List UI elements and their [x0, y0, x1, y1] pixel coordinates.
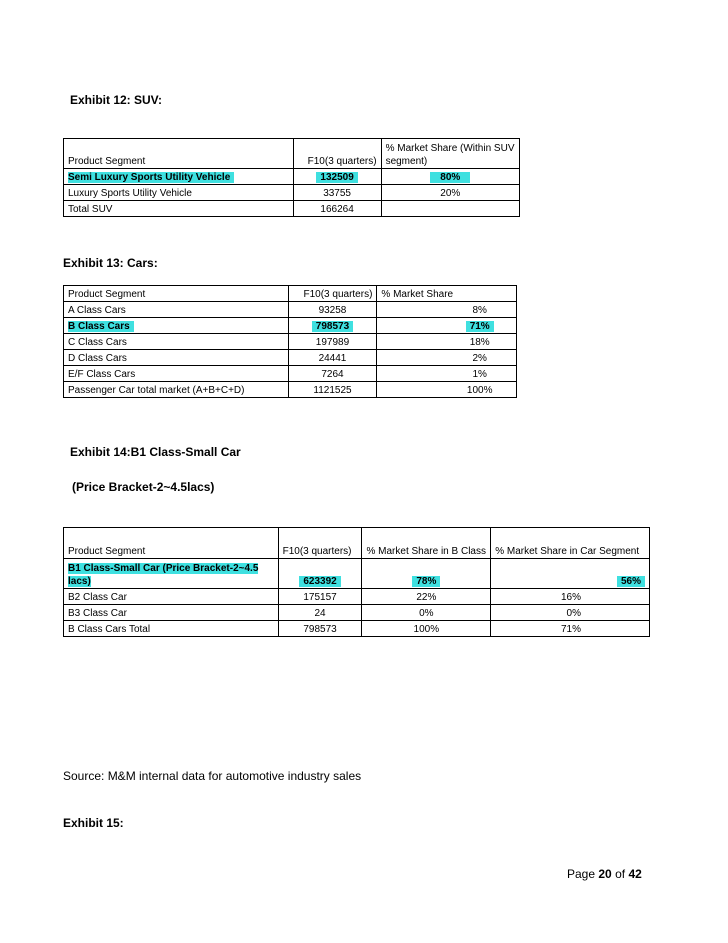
- table-row: [64, 302, 517, 318]
- header-f10: F10(3 quarters): [288, 286, 377, 302]
- table-row: [64, 559, 650, 589]
- table-header-row: [64, 139, 520, 169]
- cell-f10: 623392: [299, 576, 340, 587]
- header-product-segment: Product Segment: [64, 528, 279, 559]
- cell-share: 1%: [377, 366, 517, 382]
- cell-share-b-class: 78%: [412, 576, 440, 587]
- b-class-table: [63, 527, 650, 637]
- cell-f10: 166264: [293, 201, 381, 217]
- cell-f10: 197989: [288, 334, 377, 350]
- table-row: [64, 185, 520, 201]
- header-share-car-segment: % Market Share in Car Segment: [491, 528, 650, 559]
- page-label: Page: [567, 867, 596, 881]
- cell-share-b-class: 0%: [362, 605, 491, 621]
- cell-segment: Luxury Sports Utility Vehicle: [64, 185, 294, 201]
- table-row: [64, 366, 517, 382]
- table-row: [64, 334, 517, 350]
- cell-f10: 798573: [312, 321, 353, 332]
- page-number: 20: [598, 867, 612, 881]
- exhibit-14-subtitle: (Price Bracket-2~4.5lacs): [72, 480, 215, 494]
- cell-f10: 175157: [278, 589, 362, 605]
- suv-table: [63, 138, 520, 217]
- source-note: Source: M&M internal data for automotive industry sales: [63, 769, 362, 783]
- page-total: 42: [628, 867, 642, 881]
- cell-share: 2%: [377, 350, 517, 366]
- cell-share-b-class: 22%: [362, 589, 491, 605]
- cell-share: [381, 201, 519, 217]
- cell-segment: A Class Cars: [64, 302, 289, 318]
- header-f10: F10(3 quarters): [293, 139, 381, 169]
- cell-segment: B1 Class-Small Car (Price Bracket-2~4.5 lacs): [68, 563, 259, 587]
- header-share-b-class: % Market Share in B Class: [362, 528, 491, 559]
- table-header-row: [64, 528, 650, 559]
- cell-segment: C Class Cars: [64, 334, 289, 350]
- exhibit-15-title: Exhibit 15:: [63, 816, 124, 830]
- cars-table: [63, 285, 517, 398]
- cell-share: 18%: [377, 334, 517, 350]
- exhibit-13-title: Exhibit 13: Cars:: [63, 256, 158, 270]
- cell-share-car-segment: 56%: [617, 576, 645, 587]
- cell-share: 71%: [466, 321, 494, 332]
- cell-f10: 33755: [293, 185, 381, 201]
- cell-segment: D Class Cars: [64, 350, 289, 366]
- cell-segment: B3 Class Car: [64, 605, 279, 621]
- table-row: [64, 382, 517, 398]
- cell-segment: Semi Luxury Sports Utility Vehicle: [68, 172, 234, 183]
- cell-segment: B Class Cars Total: [64, 621, 279, 637]
- page-footer: [567, 867, 642, 881]
- cell-segment: B2 Class Car: [64, 589, 279, 605]
- table-row: [64, 318, 517, 334]
- header-f10: F10(3 quarters): [278, 528, 362, 559]
- table-header-row: [64, 286, 517, 302]
- cell-share: 8%: [377, 302, 517, 318]
- table-row: [64, 201, 520, 217]
- cell-share-car-segment: 71%: [491, 621, 650, 637]
- of-label: of: [615, 867, 626, 881]
- cell-share: 100%: [377, 382, 517, 398]
- cell-f10: 1121525: [288, 382, 377, 398]
- cell-share: 20%: [381, 185, 519, 201]
- cell-share: 80%: [430, 172, 470, 183]
- cell-segment: Total SUV: [64, 201, 294, 217]
- cell-f10: 93258: [288, 302, 377, 318]
- header-market-share: % Market Share (Within SUV segment): [381, 139, 519, 169]
- exhibit-14-title: Exhibit 14:B1 Class-Small Car: [70, 445, 241, 459]
- cell-segment: B Class Cars: [68, 321, 134, 332]
- cell-f10: 7264: [288, 366, 377, 382]
- cell-f10: 24441: [288, 350, 377, 366]
- header-market-share: % Market Share: [377, 286, 517, 302]
- table-row: [64, 169, 520, 185]
- header-product-segment: Product Segment: [64, 139, 294, 169]
- table-row: [64, 350, 517, 366]
- cell-f10: 132509: [316, 172, 357, 183]
- cell-share-car-segment: 16%: [491, 589, 650, 605]
- cell-share-car-segment: 0%: [491, 605, 650, 621]
- exhibit-12-title: Exhibit 12: SUV:: [70, 93, 163, 107]
- cell-f10: 24: [278, 605, 362, 621]
- cell-segment: Passenger Car total market (A+B+C+D): [64, 382, 289, 398]
- cell-share-b-class: 100%: [362, 621, 491, 637]
- cell-f10: 798573: [278, 621, 362, 637]
- header-product-segment: Product Segment: [64, 286, 289, 302]
- cell-segment: E/F Class Cars: [64, 366, 289, 382]
- table-row: [64, 605, 650, 621]
- table-row: [64, 589, 650, 605]
- table-row: [64, 621, 650, 637]
